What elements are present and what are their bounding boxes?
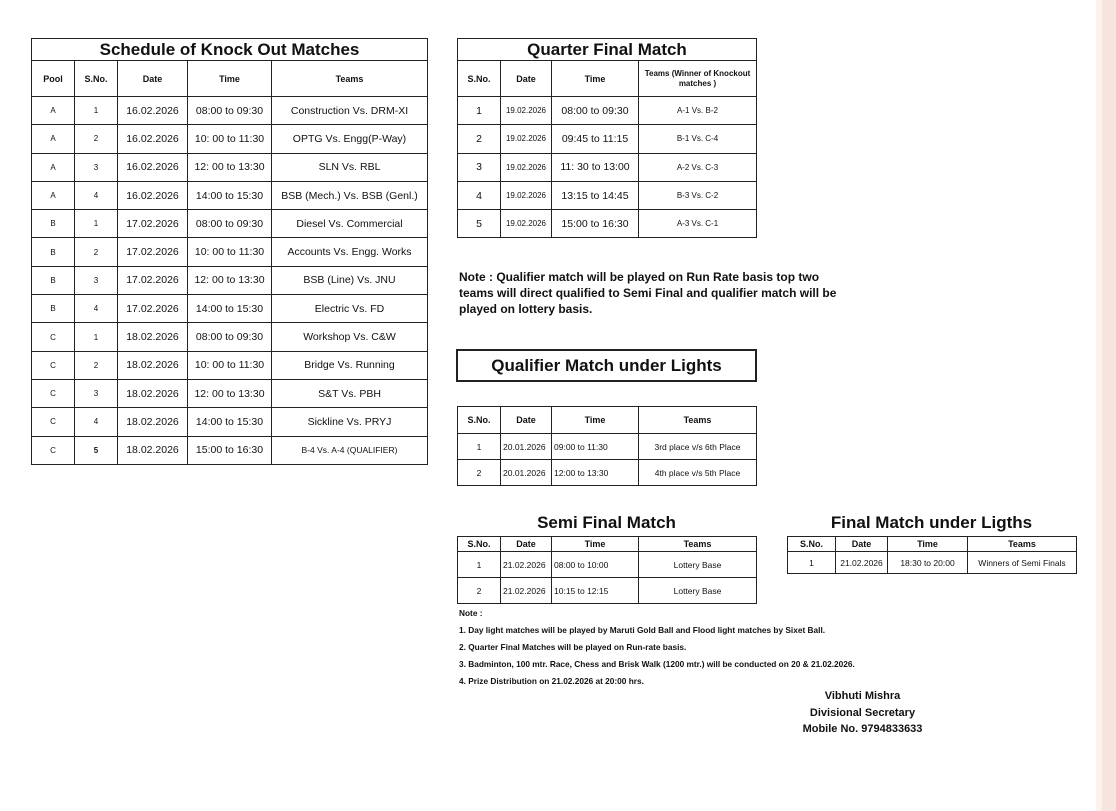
knockout-cell: 14:00 to 15:30 xyxy=(188,408,272,436)
knockout-cell: 4 xyxy=(75,408,118,436)
qualifier-row xyxy=(458,434,757,460)
quarter-cell: A-2 Vs. C-3 xyxy=(639,153,757,181)
knockout-row xyxy=(32,379,428,407)
knockout-cell: A xyxy=(32,125,75,153)
knockout-cell: 4 xyxy=(75,181,118,209)
knockout-row xyxy=(32,436,428,464)
knockout-title: Schedule of Knock Out Matches xyxy=(31,38,428,61)
qualifier-cell: 1 xyxy=(458,434,501,460)
knockout-cell: 5 xyxy=(75,436,118,464)
semi-title: Semi Final Match xyxy=(537,513,676,532)
sf-col-date: Date xyxy=(501,537,552,552)
fm-col-date: Date xyxy=(836,537,888,552)
col-time: Time xyxy=(188,61,272,97)
signature-block xyxy=(775,690,950,740)
quarter-row xyxy=(458,181,757,209)
semi-row xyxy=(458,552,757,578)
knockout-cell: 14:00 to 15:30 xyxy=(188,181,272,209)
quarter-title: Quarter Final Match xyxy=(457,38,757,61)
page-edge xyxy=(1102,0,1116,811)
quarter-cell: 15:00 to 16:30 xyxy=(552,210,639,238)
quarter-row xyxy=(458,97,757,125)
knockout-cell: C xyxy=(32,351,75,379)
knockout-cell: Workshop Vs. C&W xyxy=(272,323,428,351)
quarter-row xyxy=(458,210,757,238)
quarter-row xyxy=(458,125,757,153)
quarter-cell: A-3 Vs. C-1 xyxy=(639,210,757,238)
notes-block xyxy=(459,608,899,693)
knockout-cell: OPTG Vs. Engg(P-Way) xyxy=(272,125,428,153)
knockout-cell: C xyxy=(32,379,75,407)
knockout-cell: 16.02.2026 xyxy=(118,153,188,181)
knockout-cell: 16.02.2026 xyxy=(118,97,188,125)
knockout-cell: 08:00 to 09:30 xyxy=(188,97,272,125)
knockout-cell: 16.02.2026 xyxy=(118,181,188,209)
knockout-cell: Bridge Vs. Running xyxy=(272,351,428,379)
qf-col-sno: S.No. xyxy=(458,61,501,97)
knockout-cell: 3 xyxy=(75,266,118,294)
signatory-name: Vibhuti Mishra xyxy=(824,690,901,702)
knockout-cell: 17.02.2026 xyxy=(118,295,188,323)
knockout-cell: 12: 00 to 13:30 xyxy=(188,153,272,181)
semi-cell: 1 xyxy=(458,552,501,578)
semi-table xyxy=(457,536,757,604)
knockout-cell: C xyxy=(32,323,75,351)
note-item-3: 3. Badminton, 100 mtr. Race, Chess and Brisk Walk (1200 mtr.) will be conducted on 20 & 21.02.2026. xyxy=(459,659,855,669)
knockout-cell: 12: 00 to 13:30 xyxy=(188,379,272,407)
knockout-cell: 17.02.2026 xyxy=(118,238,188,266)
knockout-cell: B xyxy=(32,238,75,266)
knockout-cell: 10: 00 to 11:30 xyxy=(188,351,272,379)
knockout-cell: Diesel Vs. Commercial xyxy=(272,210,428,238)
note-item-4: 4. Prize Distribution on 21.02.2026 at 20:00 hrs. xyxy=(459,676,644,686)
col-teams: Teams xyxy=(272,61,428,97)
knockout-row xyxy=(32,97,428,125)
qualifier-cell: 09:00 to 11:30 xyxy=(552,434,639,460)
knockout-cell: B xyxy=(32,210,75,238)
knockout-cell: Accounts Vs. Engg. Works xyxy=(272,238,428,266)
knockout-cell: 17.02.2026 xyxy=(118,210,188,238)
col-date: Date xyxy=(118,61,188,97)
knockout-row xyxy=(32,266,428,294)
qualifier-cell: 4th place v/s 5th Place xyxy=(639,460,757,486)
knockout-cell: BSB (Line) Vs. JNU xyxy=(272,266,428,294)
knockout-cell: 14:00 to 15:30 xyxy=(188,295,272,323)
final-row xyxy=(788,552,1077,574)
fm-col-teams: Teams xyxy=(968,537,1077,552)
qualifier-cell: 12:00 to 13:30 xyxy=(552,460,639,486)
quarter-cell: 5 xyxy=(458,210,501,238)
knockout-cell: A xyxy=(32,153,75,181)
quarter-cell: 19.02.2026 xyxy=(501,153,552,181)
knockout-row xyxy=(32,181,428,209)
quarter-cell: A-1 Vs. B-2 xyxy=(639,97,757,125)
semi-cell: Lottery Base xyxy=(639,552,757,578)
knockout-cell: 18.02.2026 xyxy=(118,323,188,351)
final-title: Final Match under Ligths xyxy=(830,513,1033,532)
quarter-cell: 4 xyxy=(458,181,501,209)
knockout-cell: 2 xyxy=(75,351,118,379)
final-cell: 21.02.2026 xyxy=(836,552,888,574)
quarter-row xyxy=(458,153,757,181)
qf-col-date: Date xyxy=(501,61,552,97)
qm-col-time: Time xyxy=(552,407,639,434)
final-cell: Winners of Semi Finals xyxy=(968,552,1077,574)
qualifier-cell: 20.01.2026 xyxy=(501,460,552,486)
semi-cell: 21.02.2026 xyxy=(501,578,552,604)
quarter-cell: 19.02.2026 xyxy=(501,181,552,209)
col-pool: Pool xyxy=(32,61,75,97)
knockout-cell: 10: 00 to 11:30 xyxy=(188,238,272,266)
knockout-cell: 1 xyxy=(75,97,118,125)
signatory-designation: Divisional Secretary xyxy=(809,706,916,719)
qualifier-note: Note : Qualifier match will be played on Run Rate basis top two teams will direct qualified to Semi Final and qualifier match will be played on lottery basis. xyxy=(459,270,837,316)
quarter-cell: 19.02.2026 xyxy=(501,210,552,238)
knockout-cell: 2 xyxy=(75,238,118,266)
qm-col-date: Date xyxy=(501,407,552,434)
knockout-cell: A xyxy=(32,97,75,125)
qualifier-title: Qualifier Match under Lights xyxy=(456,349,757,382)
semi-cell: 08:00 to 10:00 xyxy=(552,552,639,578)
knockout-cell: 10: 00 to 11:30 xyxy=(188,125,272,153)
qm-col-teams: Teams xyxy=(639,407,757,434)
knockout-row xyxy=(32,125,428,153)
knockout-cell: C xyxy=(32,408,75,436)
qm-col-sno: S.No. xyxy=(458,407,501,434)
knockout-cell: SLN Vs. RBL xyxy=(272,153,428,181)
knockout-cell: 08:00 to 09:30 xyxy=(188,323,272,351)
knockout-row xyxy=(32,210,428,238)
knockout-cell: BSB (Mech.) Vs. BSB (Genl.) xyxy=(272,181,428,209)
final-table xyxy=(787,536,1077,574)
knockout-cell: C xyxy=(32,436,75,464)
knockout-row xyxy=(32,408,428,436)
semi-cell: Lottery Base xyxy=(639,578,757,604)
knockout-cell: 3 xyxy=(75,379,118,407)
knockout-cell: 18.02.2026 xyxy=(118,436,188,464)
knockout-cell: 17.02.2026 xyxy=(118,266,188,294)
knockout-cell: 08:00 to 09:30 xyxy=(188,210,272,238)
knockout-cell: 18.02.2026 xyxy=(118,379,188,407)
fm-col-time: Time xyxy=(888,537,968,552)
quarter-cell: 13:15 to 14:45 xyxy=(552,181,639,209)
knockout-row xyxy=(32,323,428,351)
knockout-table xyxy=(31,60,428,465)
knockout-cell: 1 xyxy=(75,323,118,351)
knockout-cell: 16.02.2026 xyxy=(118,125,188,153)
knockout-cell: 2 xyxy=(75,125,118,153)
note-item-1: 1. Day light matches will be played by Maruti Gold Ball and Flood light matches by Sixet Ball. xyxy=(459,625,826,635)
final-cell: 18:30 to 20:00 xyxy=(888,552,968,574)
qualifier-row xyxy=(458,460,757,486)
quarter-cell: B-3 Vs. C-2 xyxy=(639,181,757,209)
fm-col-sno: S.No. xyxy=(788,537,836,552)
knockout-cell: 18.02.2026 xyxy=(118,351,188,379)
knockout-row xyxy=(32,153,428,181)
qualifier-cell: 2 xyxy=(458,460,501,486)
semi-cell: 21.02.2026 xyxy=(501,552,552,578)
knockout-row xyxy=(32,295,428,323)
sf-col-time: Time xyxy=(552,537,639,552)
final-cell: 1 xyxy=(788,552,836,574)
quarter-cell: 19.02.2026 xyxy=(501,125,552,153)
knockout-cell: 1 xyxy=(75,210,118,238)
knockout-cell: Sickline Vs. PRYJ xyxy=(272,408,428,436)
knockout-cell: B xyxy=(32,295,75,323)
sf-col-teams: Teams xyxy=(639,537,757,552)
knockout-cell: 12: 00 to 13:30 xyxy=(188,266,272,294)
knockout-cell: 3 xyxy=(75,153,118,181)
qualifier-cell: 3rd place v/s 6th Place xyxy=(639,434,757,460)
quarter-cell: 2 xyxy=(458,125,501,153)
quarter-table xyxy=(457,60,757,238)
semi-cell: 10:15 to 12:15 xyxy=(552,578,639,604)
knockout-cell: Electric Vs. FD xyxy=(272,295,428,323)
quarter-cell: 3 xyxy=(458,153,501,181)
qualifier-cell: 20.01.2026 xyxy=(501,434,552,460)
quarter-cell: 19.02.2026 xyxy=(501,97,552,125)
knockout-cell: Construction Vs. DRM-XI xyxy=(272,97,428,125)
knockout-cell: 15:00 to 16:30 xyxy=(188,436,272,464)
col-sno: S.No. xyxy=(75,61,118,97)
knockout-cell: 4 xyxy=(75,295,118,323)
quarter-cell: 08:00 to 09:30 xyxy=(552,97,639,125)
signatory-mobile: Mobile No. 9794833633 xyxy=(802,723,923,735)
knockout-cell: B xyxy=(32,266,75,294)
quarter-cell: 11: 30 to 13:00 xyxy=(552,153,639,181)
knockout-cell: S&T Vs. PBH xyxy=(272,379,428,407)
sf-col-sno: S.No. xyxy=(458,537,501,552)
qf-col-time: Time xyxy=(552,61,639,97)
quarter-cell: 1 xyxy=(458,97,501,125)
notes-heading: Note : xyxy=(459,608,483,618)
knockout-cell: 18.02.2026 xyxy=(118,408,188,436)
semi-row xyxy=(458,578,757,604)
qf-col-teams: Teams (Winner of Knockout matches ) xyxy=(639,61,757,97)
quarter-cell: B-1 Vs. C-4 xyxy=(639,125,757,153)
quarter-cell: 09:45 to 11:15 xyxy=(552,125,639,153)
note-item-2: 2. Quarter Final Matches will be played on Run-rate basis. xyxy=(459,642,687,652)
qualifier-table xyxy=(457,406,757,486)
knockout-row xyxy=(32,351,428,379)
knockout-cell: B-4 Vs. A-4 (QUALIFIER) xyxy=(272,436,428,464)
knockout-row xyxy=(32,238,428,266)
semi-cell: 2 xyxy=(458,578,501,604)
knockout-cell: A xyxy=(32,181,75,209)
